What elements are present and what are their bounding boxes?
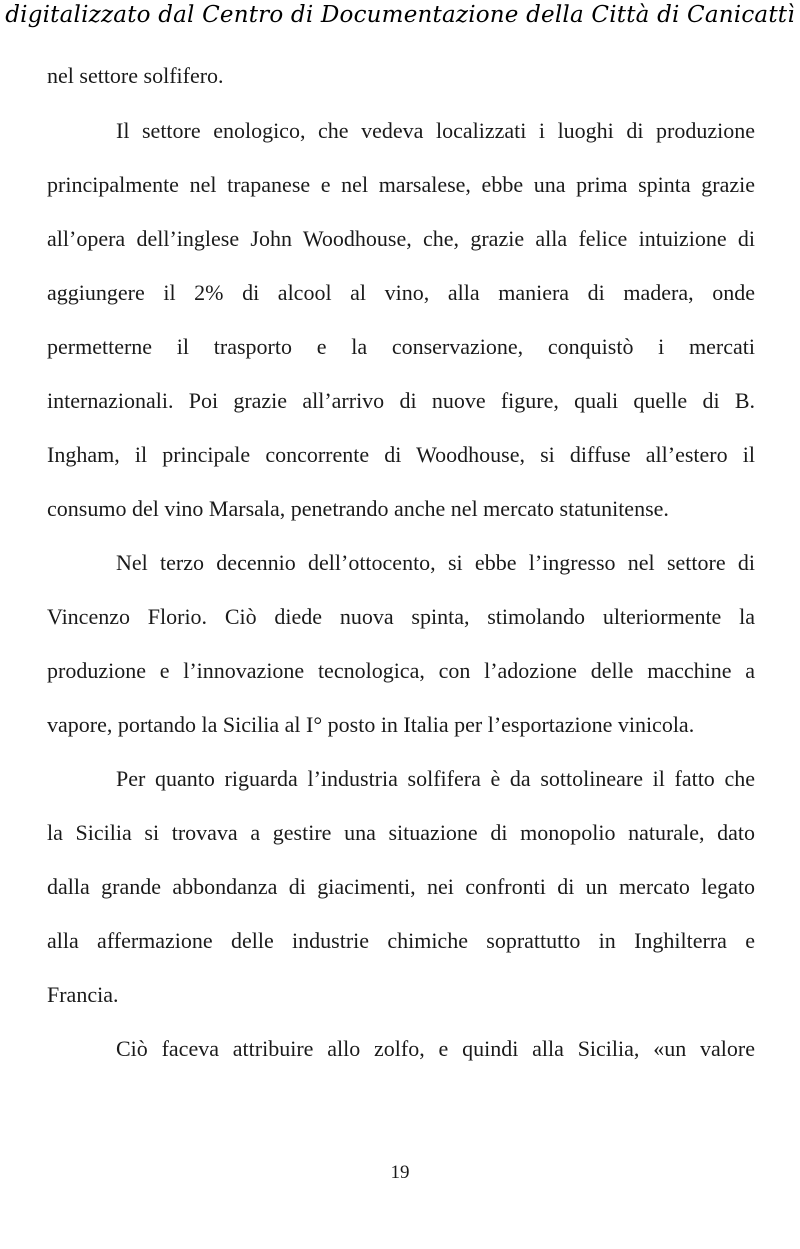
- text-line: nel settore solfifero.: [47, 63, 224, 88]
- text-line: consumo del vino Marsala, penetrando anche nel mercato statunitense.: [47, 496, 669, 521]
- text-line: Ingham, il principale concorrente di Woodhouse, si diffuse all’estero il: [47, 442, 755, 467]
- paragraph-first-line: Per quanto riguarda l’industria solfifera è da sottolineare il fatto che: [116, 766, 755, 791]
- text-line: internazionali. Poi grazie all’arrivo di nuove figure, quali quelle di B.: [47, 388, 755, 413]
- text-line: Vincenzo Florio. Ciò diede nuova spinta, stimolando ulteriormente la: [47, 604, 755, 629]
- text-line: alla affermazione delle industrie chimiche soprattutto in Inghilterra e: [47, 928, 755, 953]
- page-number: 19: [390, 1162, 410, 1183]
- text-line: all’opera dell’inglese John Woodhouse, che, grazie alla felice intuizione di: [47, 226, 755, 251]
- text-line: produzione e l’innovazione tecnologica, con l’adozione delle macchine a: [47, 658, 755, 683]
- text-line: vapore, portando la Sicilia al I° posto in Italia per l’esportazione vinicola.: [47, 712, 695, 737]
- paragraph-first-line: Il settore enologico, che vedeva localizzati i luoghi di produzione: [116, 118, 755, 143]
- paragraph-first-line: Nel terzo decennio dell’ottocento, si ebbe l’ingresso nel settore di: [116, 550, 755, 575]
- text-line: dalla grande abbondanza di giacimenti, nei confronti di un mercato legato: [47, 874, 755, 899]
- paragraph-first-line: Ciò faceva attribuire allo zolfo, e quindi alla Sicilia, «un valore: [116, 1036, 755, 1061]
- text-line: permetterne il trasporto e la conservazione, conquistò i mercati: [47, 334, 755, 359]
- text-line: aggiungere il 2% di alcool al vino, alla maniera di madera, onde: [47, 280, 755, 305]
- text-line: la Sicilia si trovava a gestire una situazione di monopolio naturale, dato: [47, 820, 755, 845]
- watermark-header: digitalizzato dal Centro di Documentazione della Città di Canicattì: [5, 2, 795, 28]
- text-line: principalmente nel trapanese e nel marsalese, ebbe una prima spinta grazie: [47, 172, 755, 197]
- text-line: Francia.: [47, 982, 119, 1007]
